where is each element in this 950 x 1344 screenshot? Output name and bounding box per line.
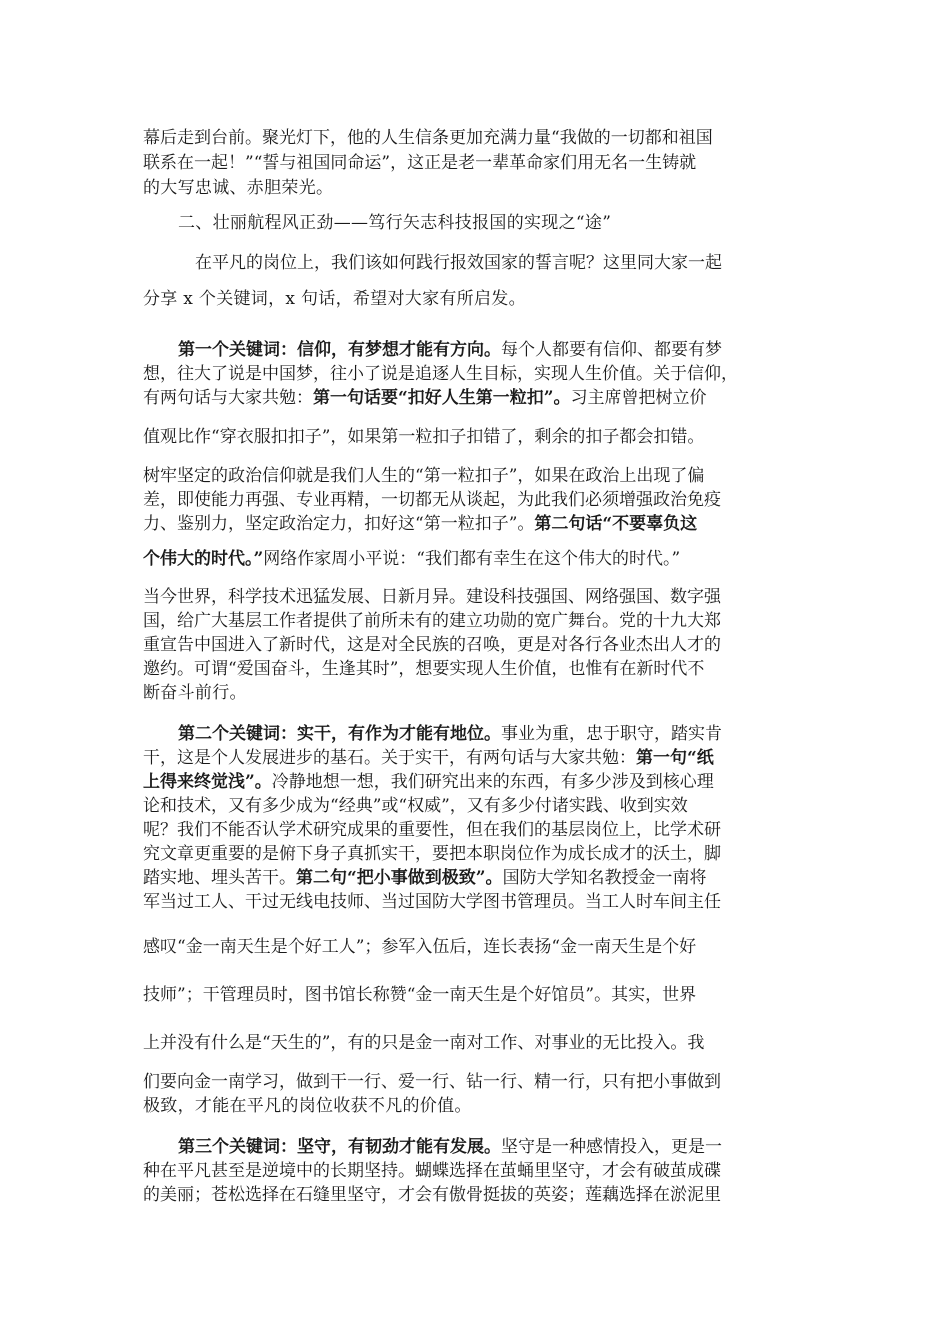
bold-phrase: 第二句“把小事做到极致”。 [296,868,503,888]
text-line [143,425,803,449]
text-span: 在平凡的岗位上，我们该如何践行报效国家的誓言呢？这里同大家一起 [195,253,722,273]
bold-phrase: 第一句“纸 [636,748,714,768]
text-line [143,1159,803,1183]
text-span: 感叹“金一南天生是个好工人”；参军入伍后，连长表扬“金一南天生是个好 [143,937,697,957]
text-line [143,746,803,770]
bold-phrase: 上得来终觉浅”。 [143,772,272,792]
bold-phrase: 个伟大的时代。” [143,549,264,569]
text-line [143,842,803,866]
text-span: 呢？我们不能否认学术研究成果的重要性，但在我们的基层岗位上，比学术研 [143,820,721,840]
text-span: 的美丽；苍松选择在石缝里坚守，才会有傲骨挺拔的英姿；莲藕选择在淤泥里 [143,1185,721,1205]
text-span: 重宣告中国进入了新时代，这是对全民族的召唤，更是对各行各业杰出人才的 [143,635,721,655]
text-span: 冷静地想一想，我们研究出来的东西，有多少涉及到核心理 [271,772,714,792]
bold-phrase: 第一句话要“扣好人生第一粒扣”。 [313,388,571,408]
text-span: 差，即使能力再强、专业再精，一切都无从谈起，为此我们必须增强政治免疫 [143,490,721,510]
text-line [143,770,803,794]
text-span: 干，这是个人发展进步的基石。关于实干，有两句话与大家共勉： [143,748,636,768]
text-span: 分享 x 个关键词，x 句话，希望对大家有所启发。 [143,289,526,309]
text-span: 极致，才能在平凡的岗位收获不凡的价值。 [143,1096,472,1116]
text-span: 军当过工人、干过无线电技师、当过国防大学图书管理员。当工人时车间主任 [143,892,721,912]
text-line [143,151,803,175]
text-span: 技师”；干管理员时，图书馆长称赞“金一南天生是个好馆员”。其实，世界 [143,985,697,1005]
text-span: 想，往大了说是中国梦，往小了说是追逐人生目标，实现人生价值。关于信仰， [143,364,738,384]
text-span: 论和技术，又有多少成为“经典”或“权威”，又有多少付诸实践、收到实效 [143,796,688,816]
text-line [143,362,813,386]
text-span: 国，给广大基层工作者提供了前所未有的建立功勋的宽广舞台。党的十九大郑 [143,611,721,631]
text-span: 二、壮丽航程风正劲——笃行矢志科技报国的实现之“途” [178,213,612,233]
keyword-heading: 第三个关键词：坚守，有韧劲才能有发展。 [178,1137,501,1157]
text-line [143,287,526,311]
text-line [143,585,803,609]
text-span: 们要向金一南学习，做到干一行、爱一行、钻一行、精一行，只有把小事做到 [143,1072,721,1092]
text-span: 踏实地、埋头苦干。 [143,868,296,888]
keyword-heading: 第一个关键词：信仰，有梦想才能有方向。 [178,340,501,360]
section-heading [178,211,611,235]
text-span: 习主席曾把树立价 [570,388,707,408]
text-span: 联系在一起！”“誓与祖国同命运”，这正是老一辈革命家们用无名一生铸就 [143,153,697,173]
text-span: 当今世界，科学技术迅猛发展、日新月异。建设科技强国、网络强国、数字强 [143,587,721,607]
text-line [178,1135,803,1159]
text-line [143,1094,472,1118]
text-line [195,251,803,275]
text-line [178,722,803,746]
text-span: 究文章更重要的是俯下身子真抓实干，要把本职岗位作为成长成才的沃土，脚 [143,844,721,864]
text-line [143,609,803,633]
bold-phrase: 第二句话“不要辜负这 [534,514,698,534]
text-line [143,890,803,914]
text-line [143,386,803,410]
text-line [143,633,803,657]
text-span: 上并没有什么是“天生的”，有的只是金一南对工作、对事业的无比投入。我 [143,1033,705,1053]
text-span: 邀约。可谓“爱国奋斗，生逢其时”，想要实现人生价值，也惟有在新时代不 [143,659,705,679]
text-line [143,1070,803,1094]
text-span: 断奋斗前行。 [143,683,247,703]
keyword-heading: 第二个关键词：实干，有作为才能有地位。 [178,724,501,744]
text-span: 力、鉴别力，坚定政治定力，扣好这“第一粒扣子”。 [143,514,535,534]
text-span: 的大写忠诚、赤胆荣光。 [143,178,334,198]
text-line [143,866,803,890]
text-span: 每个人都要有信仰、都要有梦 [501,340,722,360]
text-line [143,176,333,200]
text-line [143,512,803,536]
text-line [143,547,803,571]
text-line [178,338,803,362]
text-span: 网络作家周小平说：“我们都有幸生在这个伟大的时代。” [263,549,681,569]
text-line [143,983,803,1007]
text-line [143,488,803,512]
text-span: 国防大学知名教授金一南将 [502,868,707,888]
text-line [143,657,803,681]
text-line [143,1031,803,1055]
text-span: 坚守是一种感情投入，更是一 [501,1137,722,1157]
text-line [143,794,803,818]
text-line [143,818,803,842]
text-span: 幕后走到台前。聚光灯下，他的人生信条更加充满力量“我做的一切都和祖国 [143,128,713,148]
text-span: 值观比作“穿衣服扣扣子”，如果第一粒扣子扣错了，剩余的扣子都会扣错。 [143,427,705,447]
text-line [143,681,247,705]
text-line [143,935,803,959]
text-span: 树牢坚定的政治信仰就是我们人生的“第一粒扣子”，如果在政治上出现了偏 [143,466,705,486]
text-line [143,1183,803,1207]
text-line [143,464,803,488]
text-span: 种在平凡甚至是逆境中的长期坚持。蝴蝶选择在茧蛹里坚守，才会有破茧成碟 [143,1161,721,1181]
text-span: 事业为重，忠于职守，踏实肯 [501,724,722,744]
text-span: 有两句话与大家共勉： [143,388,313,408]
text-line [143,126,803,150]
